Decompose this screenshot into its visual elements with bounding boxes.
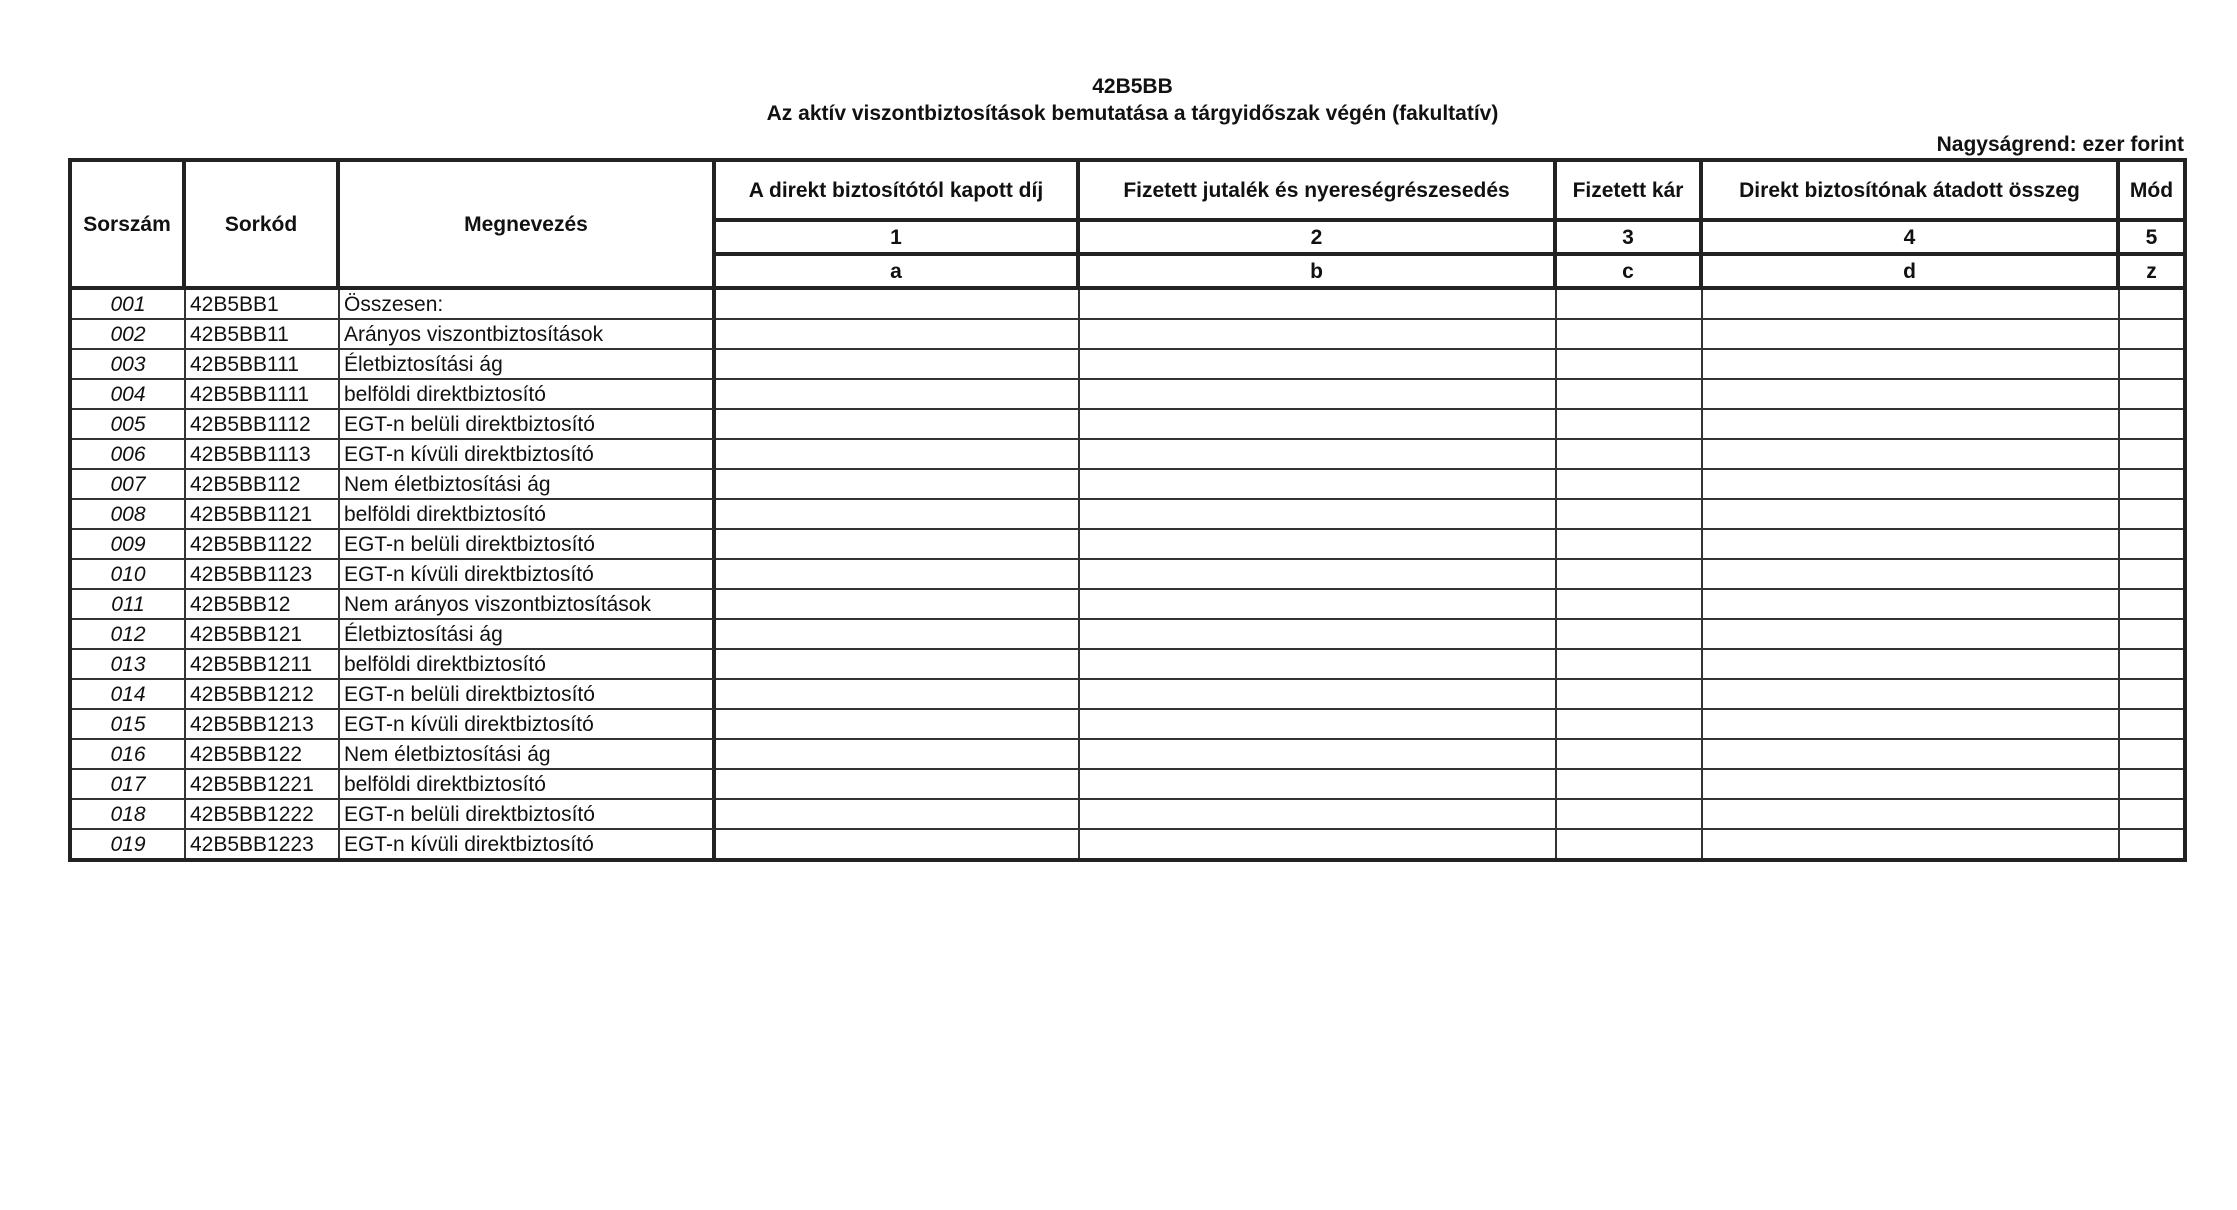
cell-col-3[interactable] [1557, 530, 1703, 560]
cell-col-1[interactable] [716, 410, 1080, 440]
cell-col-3[interactable] [1557, 620, 1703, 650]
table-row [72, 770, 2183, 800]
cell-col-5[interactable] [2120, 650, 2183, 680]
cell-col-1[interactable] [716, 560, 1080, 590]
table-row [72, 560, 2183, 590]
cell-col-4[interactable] [1703, 440, 2120, 470]
cell-col-3[interactable] [1557, 560, 1703, 590]
row-name: belföldi direktbiztosító [340, 380, 716, 410]
row-name: Életbiztosítási ág [340, 620, 716, 650]
cell-col-2[interactable] [1080, 530, 1557, 560]
cell-col-3[interactable] [1557, 320, 1703, 350]
cell-col-4[interactable] [1703, 350, 2120, 380]
row-name: EGT-n belüli direktbiztosító [340, 680, 716, 710]
row-name: EGT-n kívüli direktbiztosító [340, 830, 716, 858]
row-code: 42B5BB1223 [186, 830, 340, 858]
row-code: 42B5BB112 [186, 470, 340, 500]
table-row [72, 740, 2183, 770]
header-megnevezes: Megnevezés [340, 162, 716, 290]
cell-col-3[interactable] [1557, 410, 1703, 440]
row-number: 002 [72, 320, 186, 350]
cell-col-4[interactable] [1703, 470, 2120, 500]
row-code: 42B5BB1221 [186, 770, 340, 800]
row-number: 015 [72, 710, 186, 740]
cell-col-5[interactable] [2120, 440, 2183, 470]
cell-col-1[interactable] [716, 470, 1080, 500]
table-row [72, 710, 2183, 740]
cell-col-3[interactable] [1557, 470, 1703, 500]
row-name: EGT-n kívüli direktbiztosító [340, 440, 716, 470]
header-col-1-number: 1 [716, 222, 1080, 256]
row-code: 42B5BB12 [186, 590, 340, 620]
table-row [72, 680, 2183, 710]
cell-col-4[interactable] [1703, 290, 2120, 320]
cell-col-4[interactable] [1703, 410, 2120, 440]
cell-col-5[interactable] [2120, 830, 2183, 858]
header-col-3-letter: c [1557, 256, 1703, 290]
form-code: 42B5BB [1092, 75, 1173, 98]
table-row [72, 290, 2183, 320]
cell-col-1[interactable] [716, 710, 1080, 740]
header-col-1-label: A direkt biztosítótól kapott díj [716, 162, 1080, 222]
header-col-4-number: 4 [1703, 222, 2120, 256]
row-name: EGT-n belüli direktbiztosító [340, 800, 716, 830]
cell-col-4[interactable] [1703, 620, 2120, 650]
cell-col-1[interactable] [716, 680, 1080, 710]
header-col-1-letter: a [716, 256, 1080, 290]
table-row [72, 410, 2183, 440]
row-code: 42B5BB1211 [186, 650, 340, 680]
unit-label: Nagyságrend: ezer forint [1936, 133, 2184, 156]
cell-col-5[interactable] [2120, 740, 2183, 770]
row-name: EGT-n belüli direktbiztosító [340, 530, 716, 560]
cell-col-2[interactable] [1080, 830, 1557, 858]
cell-col-1[interactable] [716, 500, 1080, 530]
cell-col-3[interactable] [1557, 800, 1703, 830]
row-name: EGT-n kívüli direktbiztosító [340, 710, 716, 740]
cell-col-5[interactable] [2120, 350, 2183, 380]
row-code: 42B5BB1123 [186, 560, 340, 590]
cell-col-2[interactable] [1080, 320, 1557, 350]
cell-col-2[interactable] [1080, 710, 1557, 740]
cell-col-3[interactable] [1557, 710, 1703, 740]
cell-col-4[interactable] [1703, 770, 2120, 800]
header-col-4-letter: d [1703, 256, 2120, 290]
cell-col-5[interactable] [2120, 560, 2183, 590]
row-number: 008 [72, 500, 186, 530]
cell-col-4[interactable] [1703, 320, 2120, 350]
header-col-4-label: Direkt biztosítónak átadott összeg [1703, 162, 2120, 222]
cell-col-1[interactable] [716, 620, 1080, 650]
form-title: Az aktív viszontbiztosítások bemutatása a tárgyidőszak végén (fakultatív) [766, 102, 1499, 125]
cell-col-3[interactable] [1557, 680, 1703, 710]
table-row [72, 650, 2183, 680]
cell-col-5[interactable] [2120, 770, 2183, 800]
cell-col-5[interactable] [2120, 530, 2183, 560]
row-name: Nem arányos viszontbiztosítások [340, 590, 716, 620]
row-code: 42B5BB111 [186, 350, 340, 380]
header-col-2-letter: b [1080, 256, 1557, 290]
row-number: 019 [72, 830, 186, 858]
table-row [72, 380, 2183, 410]
cell-col-1[interactable] [716, 290, 1080, 320]
cell-col-4[interactable] [1703, 530, 2120, 560]
cell-col-5[interactable] [2120, 380, 2183, 410]
cell-col-1[interactable] [716, 800, 1080, 830]
row-number: 003 [72, 350, 186, 380]
table-row [72, 590, 2183, 620]
row-number: 018 [72, 800, 186, 830]
cell-col-5[interactable] [2120, 500, 2183, 530]
cell-col-3[interactable] [1557, 650, 1703, 680]
cell-col-2[interactable] [1080, 560, 1557, 590]
cell-col-4[interactable] [1703, 650, 2120, 680]
row-number: 004 [72, 380, 186, 410]
row-code: 42B5BB1112 [186, 410, 340, 440]
cell-col-5[interactable] [2120, 620, 2183, 650]
cell-col-3[interactable] [1557, 740, 1703, 770]
row-name: belföldi direktbiztosító [340, 500, 716, 530]
cell-col-2[interactable] [1080, 500, 1557, 530]
header-col-5-label: Mód [2120, 162, 2183, 222]
cell-col-2[interactable] [1080, 770, 1557, 800]
cell-col-2[interactable] [1080, 380, 1557, 410]
header-row-labels [72, 162, 2183, 222]
cell-col-4[interactable] [1703, 710, 2120, 740]
row-name: Nem életbiztosítási ág [340, 470, 716, 500]
cell-col-2[interactable] [1080, 350, 1557, 380]
row-number: 011 [72, 590, 186, 620]
cell-col-5[interactable] [2120, 410, 2183, 440]
table-row [72, 830, 2183, 858]
row-name: belföldi direktbiztosító [340, 650, 716, 680]
row-name: Életbiztosítási ág [340, 350, 716, 380]
row-name: Arányos viszontbiztosítások [340, 320, 716, 350]
row-code: 42B5BB122 [186, 740, 340, 770]
row-number: 012 [72, 620, 186, 650]
cell-col-1[interactable] [716, 440, 1080, 470]
row-name: EGT-n belüli direktbiztosító [340, 410, 716, 440]
row-number: 017 [72, 770, 186, 800]
table-row [72, 800, 2183, 830]
cell-col-4[interactable] [1703, 680, 2120, 710]
cell-col-4[interactable] [1703, 590, 2120, 620]
cell-col-5[interactable] [2120, 470, 2183, 500]
header-col-5-number: 5 [2120, 222, 2183, 256]
cell-col-4[interactable] [1703, 830, 2120, 858]
row-code: 42B5BB11 [186, 320, 340, 350]
table-row [72, 350, 2183, 380]
row-number: 014 [72, 680, 186, 710]
header-col-2-label: Fizetett jutalék és nyereségrészesedés [1080, 162, 1557, 222]
row-name: belföldi direktbiztosító [340, 770, 716, 800]
header-col-3-number: 3 [1557, 222, 1703, 256]
cell-col-5[interactable] [2120, 800, 2183, 830]
row-code: 42B5BB1 [186, 290, 340, 320]
cell-col-3[interactable] [1557, 830, 1703, 858]
row-number: 016 [72, 740, 186, 770]
row-number: 010 [72, 560, 186, 590]
cell-col-2[interactable] [1080, 800, 1557, 830]
cell-col-3[interactable] [1557, 500, 1703, 530]
row-number: 001 [72, 290, 186, 320]
cell-col-1[interactable] [716, 320, 1080, 350]
row-name: Összesen: [340, 290, 716, 320]
cell-col-3[interactable] [1557, 290, 1703, 320]
cell-col-1[interactable] [716, 380, 1080, 410]
table-row [72, 530, 2183, 560]
row-code: 42B5BB1121 [186, 500, 340, 530]
header-sorszam: Sorszám [72, 162, 186, 290]
row-code: 42B5BB1122 [186, 530, 340, 560]
row-number: 005 [72, 410, 186, 440]
row-code: 42B5BB121 [186, 620, 340, 650]
row-name: EGT-n kívüli direktbiztosító [340, 560, 716, 590]
cell-col-3[interactable] [1557, 770, 1703, 800]
row-number: 007 [72, 470, 186, 500]
cell-col-2[interactable] [1080, 620, 1557, 650]
cell-col-2[interactable] [1080, 740, 1557, 770]
header-col-3-label: Fizetett kár [1557, 162, 1703, 222]
cell-col-3[interactable] [1557, 350, 1703, 380]
row-code: 42B5BB1212 [186, 680, 340, 710]
row-code: 42B5BB1111 [186, 380, 340, 410]
cell-col-5[interactable] [2120, 710, 2183, 740]
cell-col-4[interactable] [1703, 800, 2120, 830]
table-row [72, 470, 2183, 500]
cell-col-1[interactable] [716, 590, 1080, 620]
cell-col-4[interactable] [1703, 740, 2120, 770]
header-sorkod: Sorkód [186, 162, 340, 290]
cell-col-1[interactable] [716, 830, 1080, 858]
cell-col-5[interactable] [2120, 290, 2183, 320]
cell-col-5[interactable] [2120, 680, 2183, 710]
row-code: 42B5BB1113 [186, 440, 340, 470]
cell-col-4[interactable] [1703, 500, 2120, 530]
cell-col-4[interactable] [1703, 380, 2120, 410]
table-row [72, 620, 2183, 650]
row-code: 42B5BB1222 [186, 800, 340, 830]
header-col-2-number: 2 [1080, 222, 1557, 256]
cell-col-1[interactable] [716, 350, 1080, 380]
cell-col-2[interactable] [1080, 440, 1557, 470]
report-table [68, 158, 2187, 862]
row-number: 009 [72, 530, 186, 560]
row-name: Nem életbiztosítási ág [340, 740, 716, 770]
row-number: 006 [72, 440, 186, 470]
table-row [72, 320, 2183, 350]
cell-col-3[interactable] [1557, 440, 1703, 470]
cell-col-4[interactable] [1703, 560, 2120, 590]
header-col-5-letter: z [2120, 256, 2183, 290]
cell-col-1[interactable] [716, 740, 1080, 770]
cell-col-2[interactable] [1080, 680, 1557, 710]
cell-col-5[interactable] [2120, 590, 2183, 620]
cell-col-5[interactable] [2120, 320, 2183, 350]
cell-col-3[interactable] [1557, 380, 1703, 410]
table-row [72, 500, 2183, 530]
cell-col-3[interactable] [1557, 590, 1703, 620]
cell-col-2[interactable] [1080, 650, 1557, 680]
row-number: 013 [72, 650, 186, 680]
cell-col-2[interactable] [1080, 290, 1557, 320]
cell-col-1[interactable] [716, 530, 1080, 560]
cell-col-1[interactable] [716, 770, 1080, 800]
cell-col-1[interactable] [716, 650, 1080, 680]
cell-col-2[interactable] [1080, 590, 1557, 620]
cell-col-2[interactable] [1080, 410, 1557, 440]
table-row [72, 440, 2183, 470]
row-code: 42B5BB1213 [186, 710, 340, 740]
cell-col-2[interactable] [1080, 470, 1557, 500]
